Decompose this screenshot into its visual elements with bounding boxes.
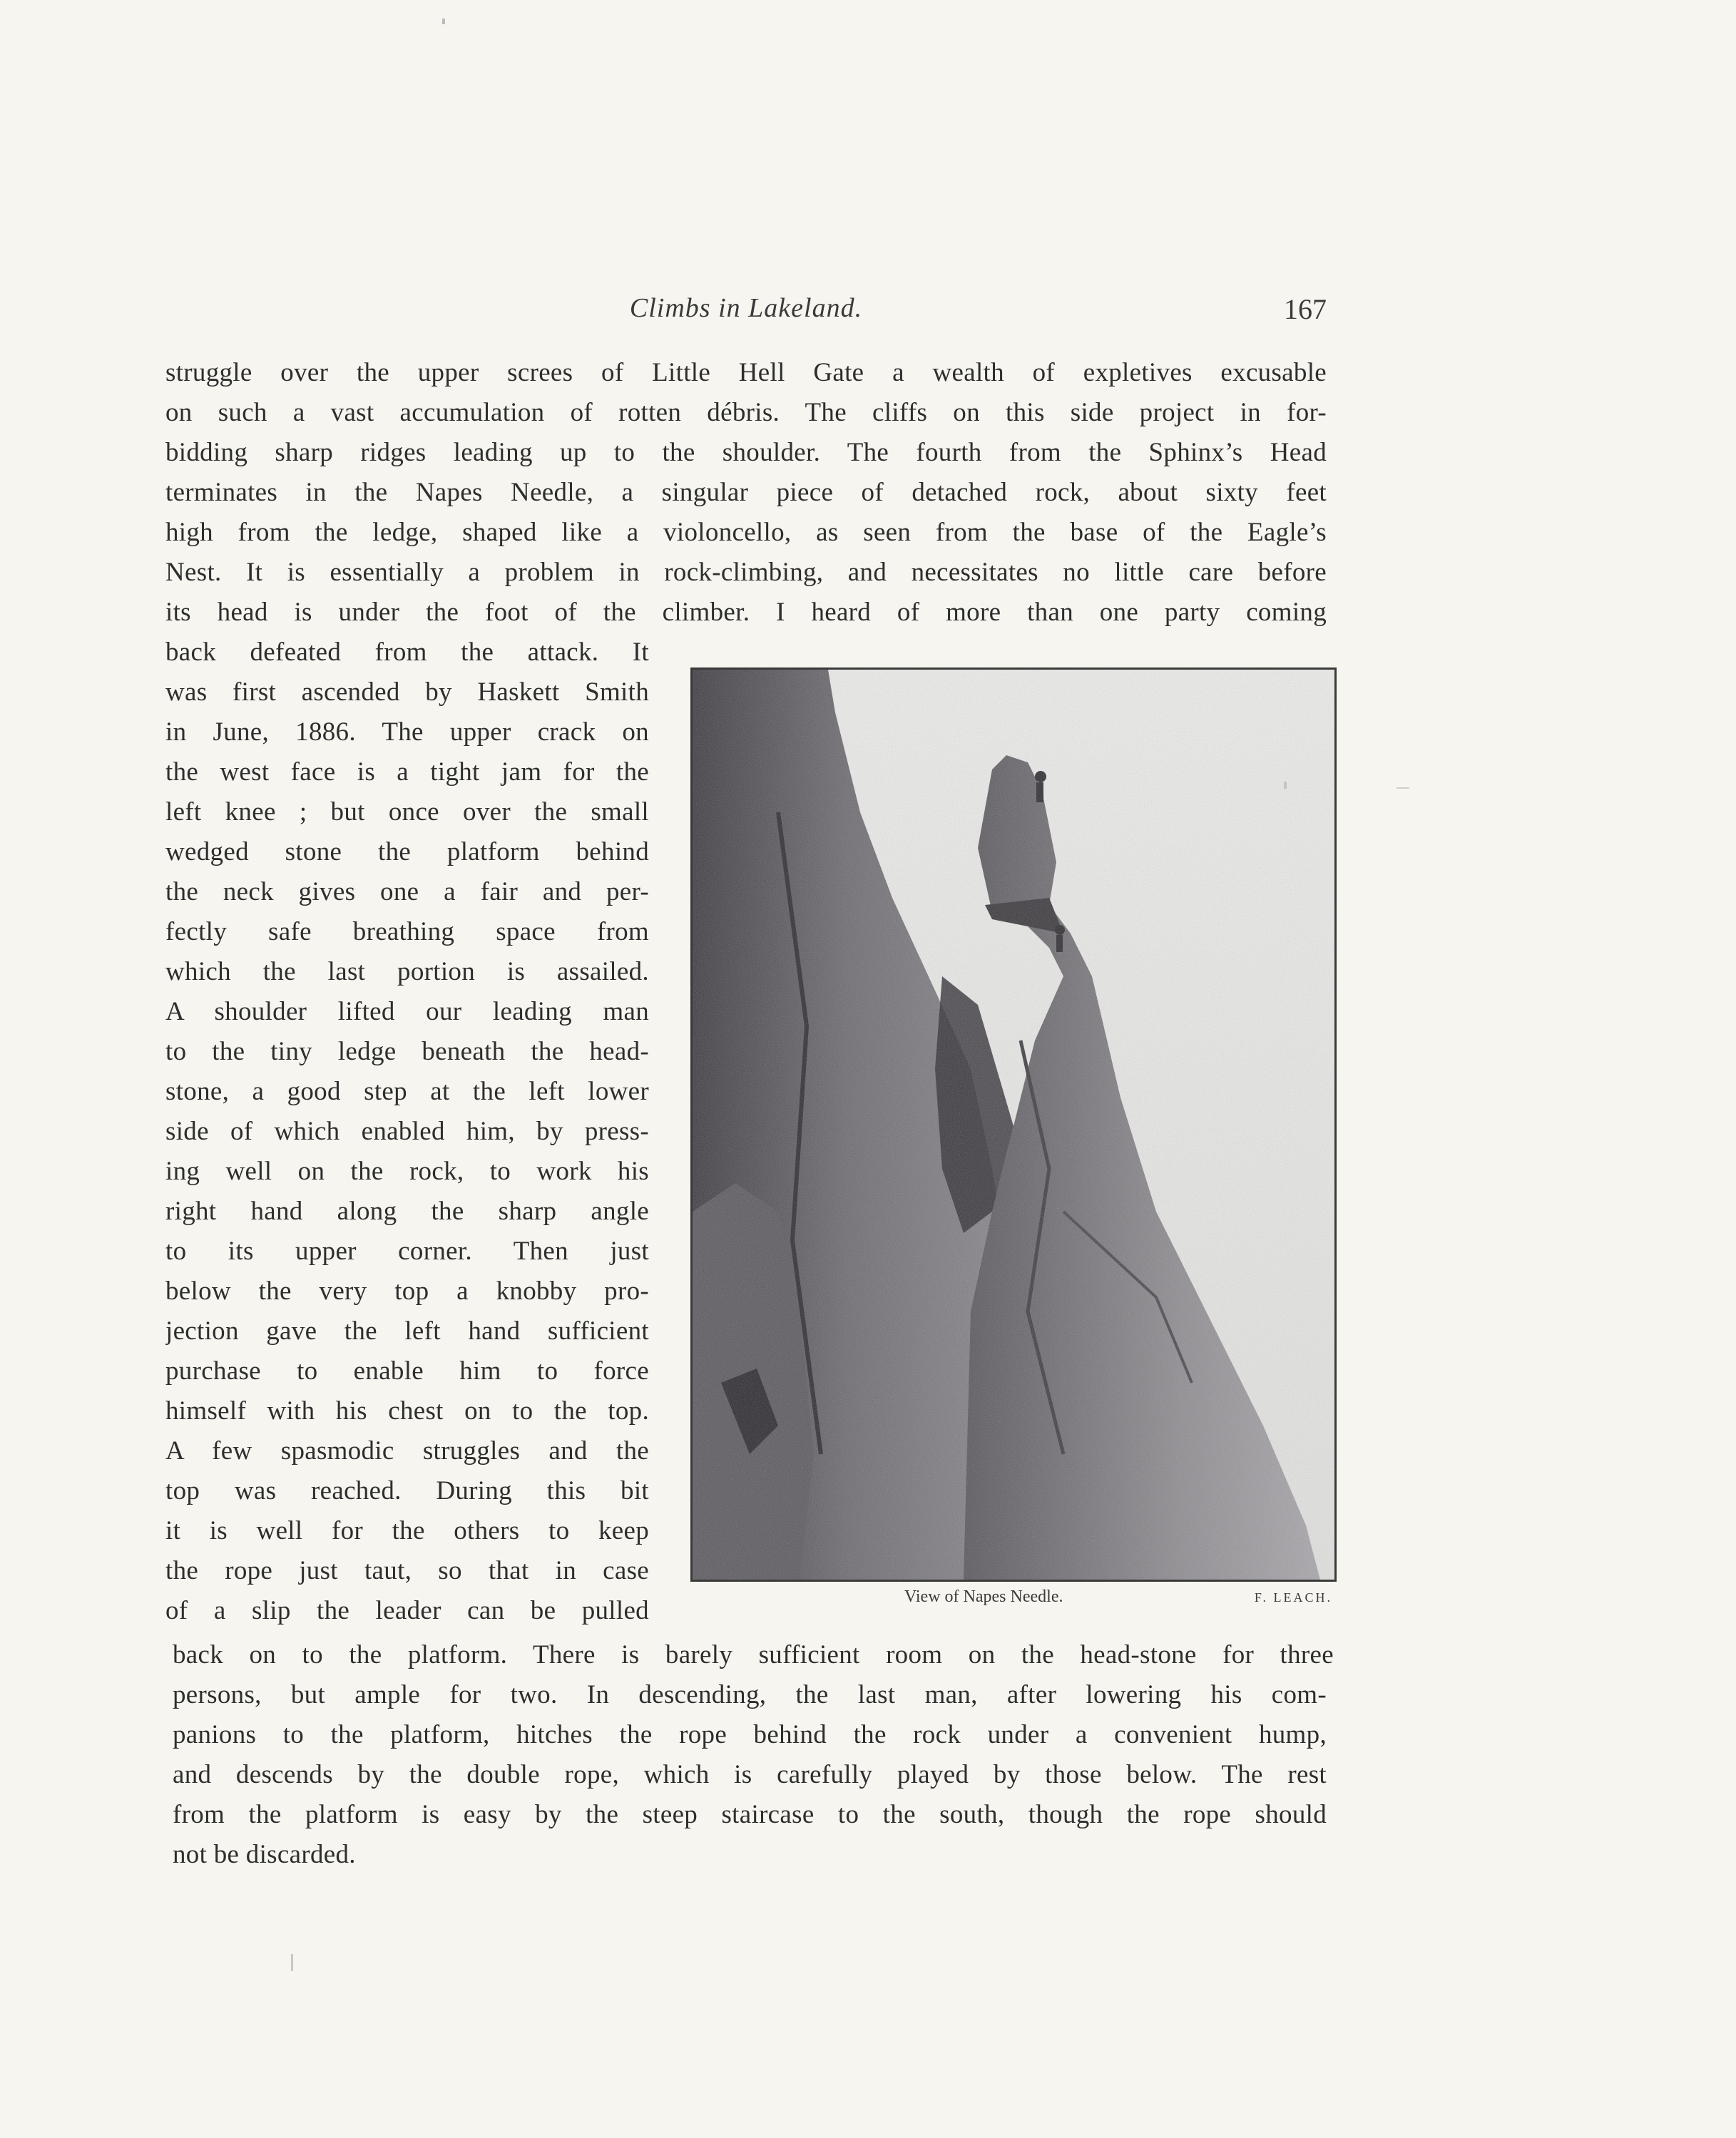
text-line: left knee ; but once over the small <box>165 797 649 827</box>
text-line: persons, but ample for two. In descending, the last man, after lowering his com- <box>173 1680 1327 1709</box>
text-line: back on to the platform. There is barely sufficient room on the head-stone for three <box>173 1640 1334 1669</box>
text-line: jection gave the left hand sufficient <box>165 1316 649 1346</box>
text-line: to its upper corner. Then just <box>165 1237 649 1266</box>
text-line: of a slip the leader can be pulled <box>165 1596 649 1625</box>
text-line: A few spasmodic struggles and the <box>165 1436 649 1466</box>
running-title: Climbs in Lakeland. <box>629 293 863 323</box>
text-line: and descends by the double rope, which is carefully played by those below. The rest <box>173 1760 1327 1789</box>
rock-pinnacle-illustration <box>693 670 1334 1580</box>
text-line: it is well for the others to keep <box>165 1516 649 1545</box>
text-line: bidding sharp ridges leading up to the shoulder. The fourth from the Sphinx’s Head <box>165 438 1327 467</box>
photo-credit: F. LEACH. <box>1254 1590 1332 1605</box>
caption-text: View of Napes Needle. <box>904 1587 1063 1606</box>
paper-speck <box>1284 782 1287 789</box>
text-line: panions to the platform, hitches the rope behind the rock under a convenient hump, <box>173 1720 1327 1749</box>
page-number: 167 <box>1284 293 1327 325</box>
text-line: purchase to enable him to force <box>165 1356 649 1386</box>
text-line: the rope just taut, so that in case <box>165 1556 649 1585</box>
running-head <box>165 292 1327 335</box>
text-line: top was reached. During this bit <box>165 1476 649 1505</box>
text-line: from the platform is easy by the steep staircase to the south, though the rope should <box>173 1800 1327 1829</box>
text-line: its head is under the foot of the climber. I heard of more than one party coming <box>165 598 1327 627</box>
text-line: stone, a good step at the left lower <box>165 1077 649 1106</box>
text-line: ing well on the rock, to work his <box>165 1157 649 1186</box>
text-line: to the tiny ledge beneath the head- <box>165 1037 649 1066</box>
napes-needle-photo <box>690 668 1337 1582</box>
text-line: below the very top a knobby pro- <box>165 1277 649 1306</box>
text-line: himself with his chest on to the top. <box>165 1396 649 1426</box>
text-line: terminates in the Napes Needle, a singular piece of detached rock, about sixty feet <box>165 478 1327 507</box>
text-line: struggle over the upper screes of Little Hell Gate a wealth of expletives excusable <box>165 358 1327 387</box>
text-line: Nest. It is essentially a problem in rock-climbing, and necessitates no little care before <box>165 558 1327 587</box>
text-line: in June, 1886. The upper crack on <box>165 717 649 747</box>
text-line: the neck gives one a fair and per- <box>165 877 649 906</box>
text-line-last: not be discarded. <box>173 1840 356 1869</box>
text-line: fectly safe breathing space from <box>165 917 649 946</box>
paper-speck <box>291 1954 293 1971</box>
text-line: was first ascended by Haskett Smith <box>165 677 649 707</box>
paper-speck <box>1397 787 1409 789</box>
text-line: which the last portion is assailed. <box>165 957 649 986</box>
paper-speck <box>442 19 445 24</box>
figure-caption <box>690 1587 1337 1616</box>
text-line: right hand along the sharp angle <box>165 1197 649 1226</box>
text-line: on such a vast accumulation of rotten débris. The cliffs on this side project in for- <box>165 398 1327 427</box>
text-line: back defeated from the attack. It <box>165 638 649 667</box>
text-line: wedged stone the platform behind <box>165 837 649 866</box>
text-line: side of which enabled him, by press- <box>165 1117 649 1146</box>
text-line: high from the ledge, shaped like a violoncello, as seen from the base of the Eagle’s <box>165 518 1327 547</box>
text-line: A shoulder lifted our leading man <box>165 997 649 1026</box>
text-line: the west face is a tight jam for the <box>165 757 649 787</box>
